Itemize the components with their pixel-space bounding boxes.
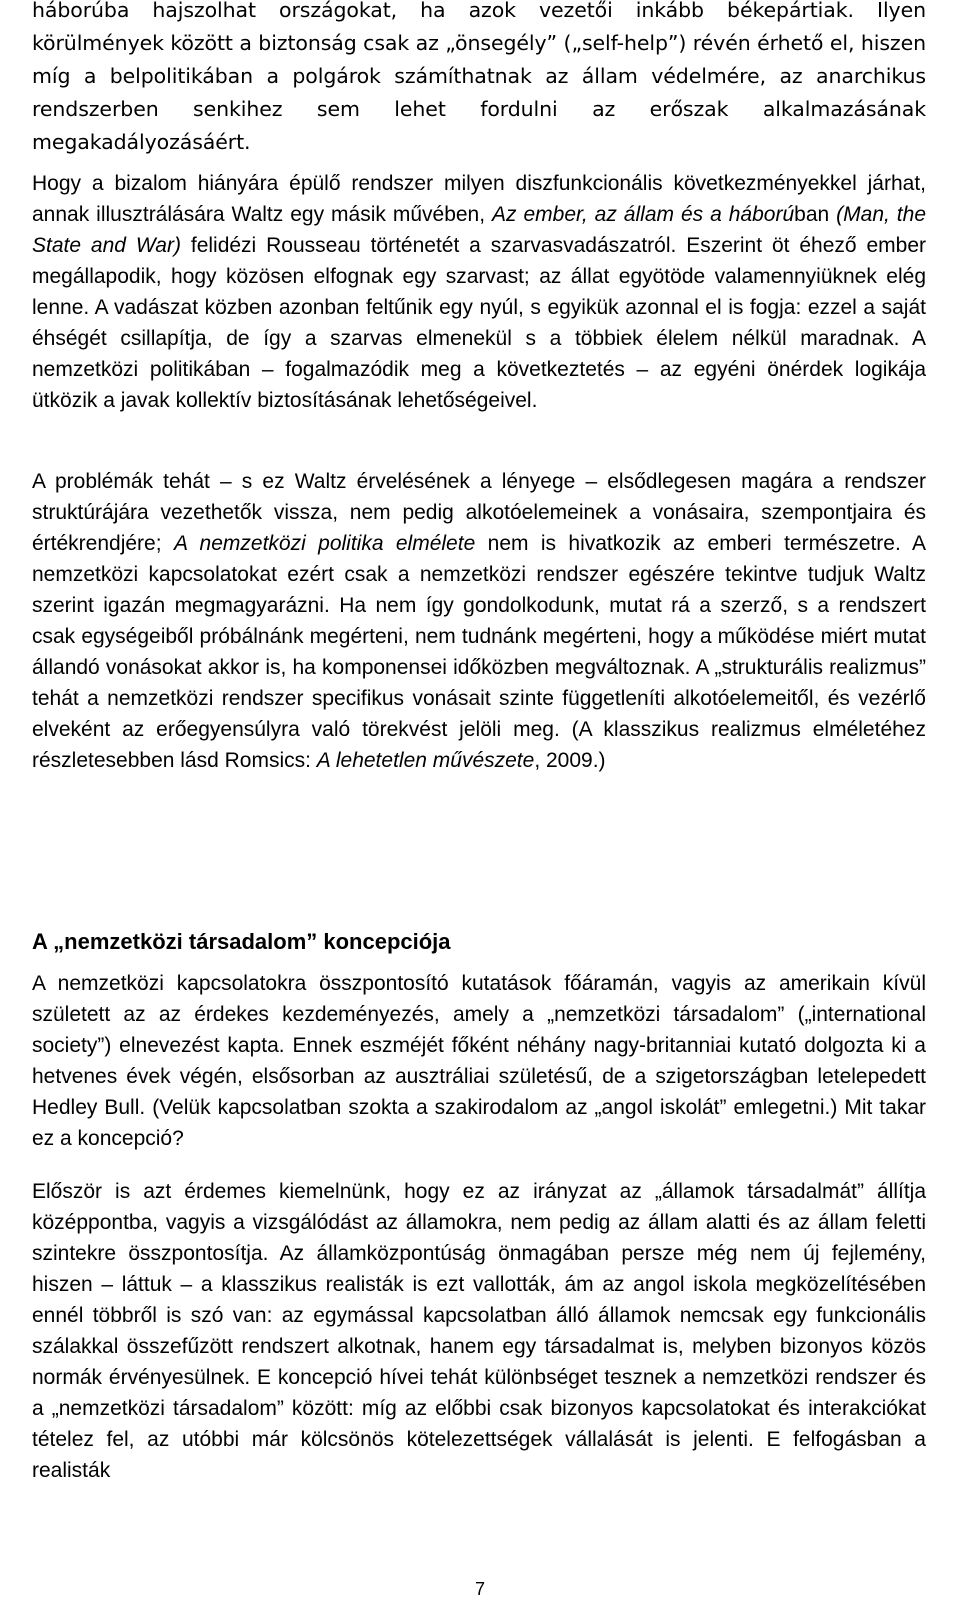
text-run: A nemzetközi kapcsolatokra összpontosító kutatások főáramán, vagyis az amerikain kívül született az az érdekes kezdeményezés, amely a „nemzetközi társadalom” („international society”) elnevezést kapta. Ennek eszméjét főként néhány nagy-britanniai kutató dolgozta ki a hetvenes évek végén, elsősorban az ausztráliai születésű, de a szigetországban letelepedett Hedley Bull. (Velük kapcsolatban szokta a szakirodalom az „angol iskolát” emlegetni.) Mit takar ez a koncepció? — [32, 972, 926, 1150]
italic-text-run: (Man, the State and War) — [32, 203, 926, 257]
italic-text-run: Az ember, az állam és a háború — [492, 203, 795, 226]
page-number: 7 — [474, 1579, 485, 1599]
text-run: felidézi Rousseau történetét a szarvasvadászatról. Eszerint öt éhező ember megállapodik, hogy közösen elfognak egy szarvast; az állat egyötöde valamennyiüknek elég lenne. A vadászat közben azonban feltűnik egy nyúl, s egyikük azonnal el is fogja: ezzel a saját éhségét csillapítja, de így a szarvas elmenekül s a többiek élelem nélkül maradnak. A nemzetközi politikában – fogalmazódik meg a következtetés – az egyéni önérdek logikája ütközik a javak kollektív biztosításának lehetőségeivel. — [32, 234, 926, 412]
text-run: A problémák tehát – s ez Waltz érvelésének a lényege – elsődlegesen magára a rendszer struktúrájára vezethetők vissza, nem pedig alkotóelemeinek a vonásaira, szempontjaira és értékrendjére; — [32, 470, 926, 555]
text-run: Először is azt érdemes kiemelnünk, hogy ez az irányzat az „államok társadalmát” állítja középpontba, vagyis a vizsgálódást az államokra, nem pedig az állam alatti és az állam feletti szintekre összpontosítja. Az államközpontúság önmagában persze még nem új fejlemény, hiszen – láttuk – a klasszikus realisták is ezt vallották, ám az angol iskola megközelítésében ennél többről is szó van: az egymással kapcsolatban álló államok nemcsak egy funkcionális szálakkal összefűzött rendszert alkotnak, hanem egy társadalmat is, melyben bizonyos közös normák érvényesülnek. E koncepció hívei tehát különbséget tesznek a nemzetközi rendszer és a „nemzetközi társadalom” között: míg az előbbi csak bizonyos kapcsolatokat és interakciókat tételez fel, az utóbbi már kölcsönös kötelezettségek vállalását is jelenti. E felfogásban a realisták — [32, 1180, 926, 1482]
paragraph-1 — [32, 0, 926, 159]
paragraph-4 — [32, 968, 926, 1154]
paragraph-2 — [32, 168, 926, 416]
italic-text-run: A nemzetközi politika elmélete — [173, 532, 476, 555]
text-run: ban — [794, 203, 837, 226]
text-run: , 2009.) — [534, 749, 606, 772]
paragraph-5 — [32, 1176, 926, 1486]
section-heading: A „nemzetközi társadalom” koncepciója — [32, 929, 451, 954]
italic-text-run: A lehetetlen művészete — [316, 749, 535, 772]
text-run: Hogy a bizalom hiányára épülő rendszer milyen diszfunkcionális következményekkel járhat, annak illusztrálására Waltz egy másik művében, — [32, 172, 926, 226]
text-run: nem is hivatkozik az emberi természetre. A nemzetközi kapcsolatokat ezért csak a nemzetközi rendszer egészére tekintve tudjuk Waltz szerint igazán megmagyarázni. Ha nem így gondolkodunk, mutat rá a szerző, s a rendszert csak egységeiből próbálnánk megérteni, nem tudnánk megérteni, hogy a működése miért mutat állandó vonásokat akkor is, ha komponensei időközben megváltoznak. A „strukturális realizmus” tehát a nemzetközi rendszer specifikus vonásait szinte függetleníti alkotóelemeitől, és vezérlő elveként az erőegyensúlyra való törekvést jelöli meg. (A klasszikus realizmus elméletéhez részletesebben lásd Romsics: — [32, 532, 927, 772]
text-run: háborúba hajszolhat országokat, ha azok vezetői inkább békepártiak. Ilyen körülmények között a biztonság csak az „önsegély” („self-help”) révén érhető el, hiszen míg a belpolitikában a polgárok számíthatnak az állam védelmére, az anarchikus rendszerben senkihez sem lehet fordulni az erőszak alkalmazásának megakadályozásáért. — [32, 0, 926, 154]
paragraph-3 — [32, 466, 926, 776]
